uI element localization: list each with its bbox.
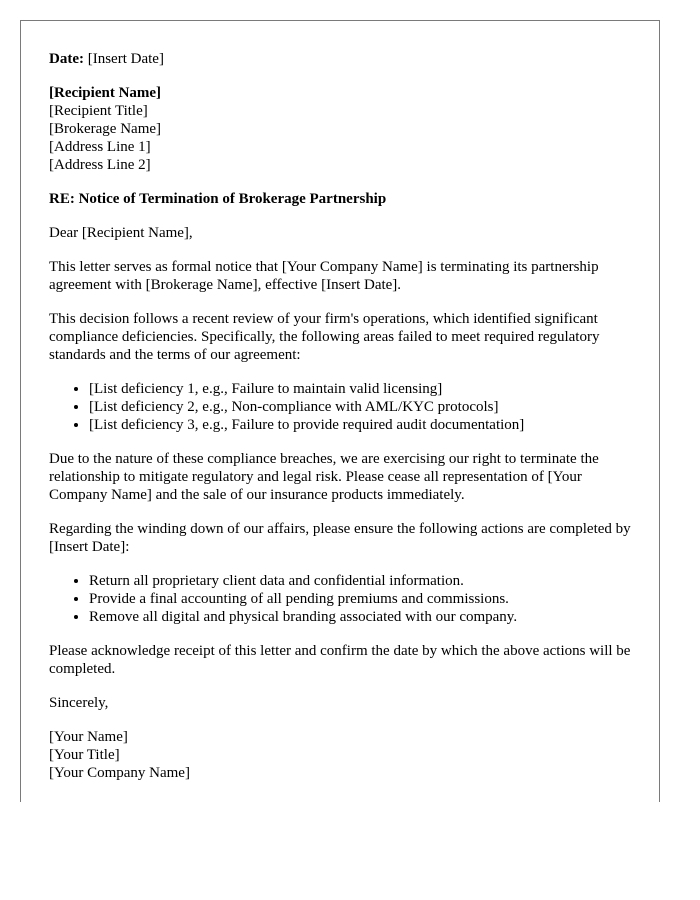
list-item: • [List deficiency 3, e.g., Failure to provide required audit documentation] <box>89 416 631 434</box>
paragraph-acknowledge: Please acknowledge receipt of this letter and confirm the date by which the above actions will be completed. <box>49 643 631 677</box>
signature-name: [Your Name] <box>49 729 128 745</box>
list-item: • Return all proprietary client data and confidential information. <box>89 572 631 590</box>
recipient-title: [Recipient Title] <box>49 103 148 119</box>
paragraph-notice: This letter serves as formal notice that [Your Company Name] is terminating its partnership agreement with [Brokerage Name], effective [Insert Date]. <box>49 259 599 293</box>
date-line <box>49 50 631 68</box>
recipient-address-line-1: [Address Line 1] <box>49 139 151 155</box>
deficiency-list <box>49 380 631 434</box>
subject-line: RE: Notice of Termination of Brokerage Partnership <box>49 191 387 207</box>
recipient-block <box>49 84 631 174</box>
action-list <box>49 572 631 626</box>
recipient-name: [Recipient Name] <box>49 85 162 101</box>
signature-company: [Your Company Name] <box>49 765 190 781</box>
signature-title: [Your Title] <box>49 747 120 763</box>
recipient-brokerage: [Brokerage Name] <box>49 121 162 137</box>
date-value: [Insert Date] <box>83 51 164 67</box>
paragraph-breaches: Due to the nature of these compliance breaches, we are exercising our right to terminate the relationship to mitigate regulatory and legal risk. Please cease all representation of [Your Company Name] and the sale of our insurance products immediately. <box>49 451 599 503</box>
date-label: Date: <box>49 51 84 67</box>
signature-block <box>49 728 631 782</box>
closing: Sincerely, <box>49 695 109 711</box>
salutation: Dear [Recipient Name], <box>49 225 193 241</box>
list-item: • [List deficiency 1, e.g., Failure to maintain valid licensing] <box>89 380 631 398</box>
letter-page <box>20 20 660 802</box>
paragraph-decision: This decision follows a recent review of your firm's operations, which identified significant compliance deficiencies. Specifically, the following areas failed to meet required regulatory standards and the terms of our agreement: <box>49 311 600 363</box>
list-item: • Provide a final accounting of all pending premiums and commissions. <box>89 590 631 608</box>
list-item: • [List deficiency 2, e.g., Non-compliance with AML/KYC protocols] <box>89 398 631 416</box>
recipient-address-line-2: [Address Line 2] <box>49 157 151 173</box>
list-item: • Remove all digital and physical branding associated with our company. <box>89 608 631 626</box>
paragraph-winding-down: Regarding the winding down of our affairs, please ensure the following actions are completed by [Insert Date]: <box>49 521 631 555</box>
